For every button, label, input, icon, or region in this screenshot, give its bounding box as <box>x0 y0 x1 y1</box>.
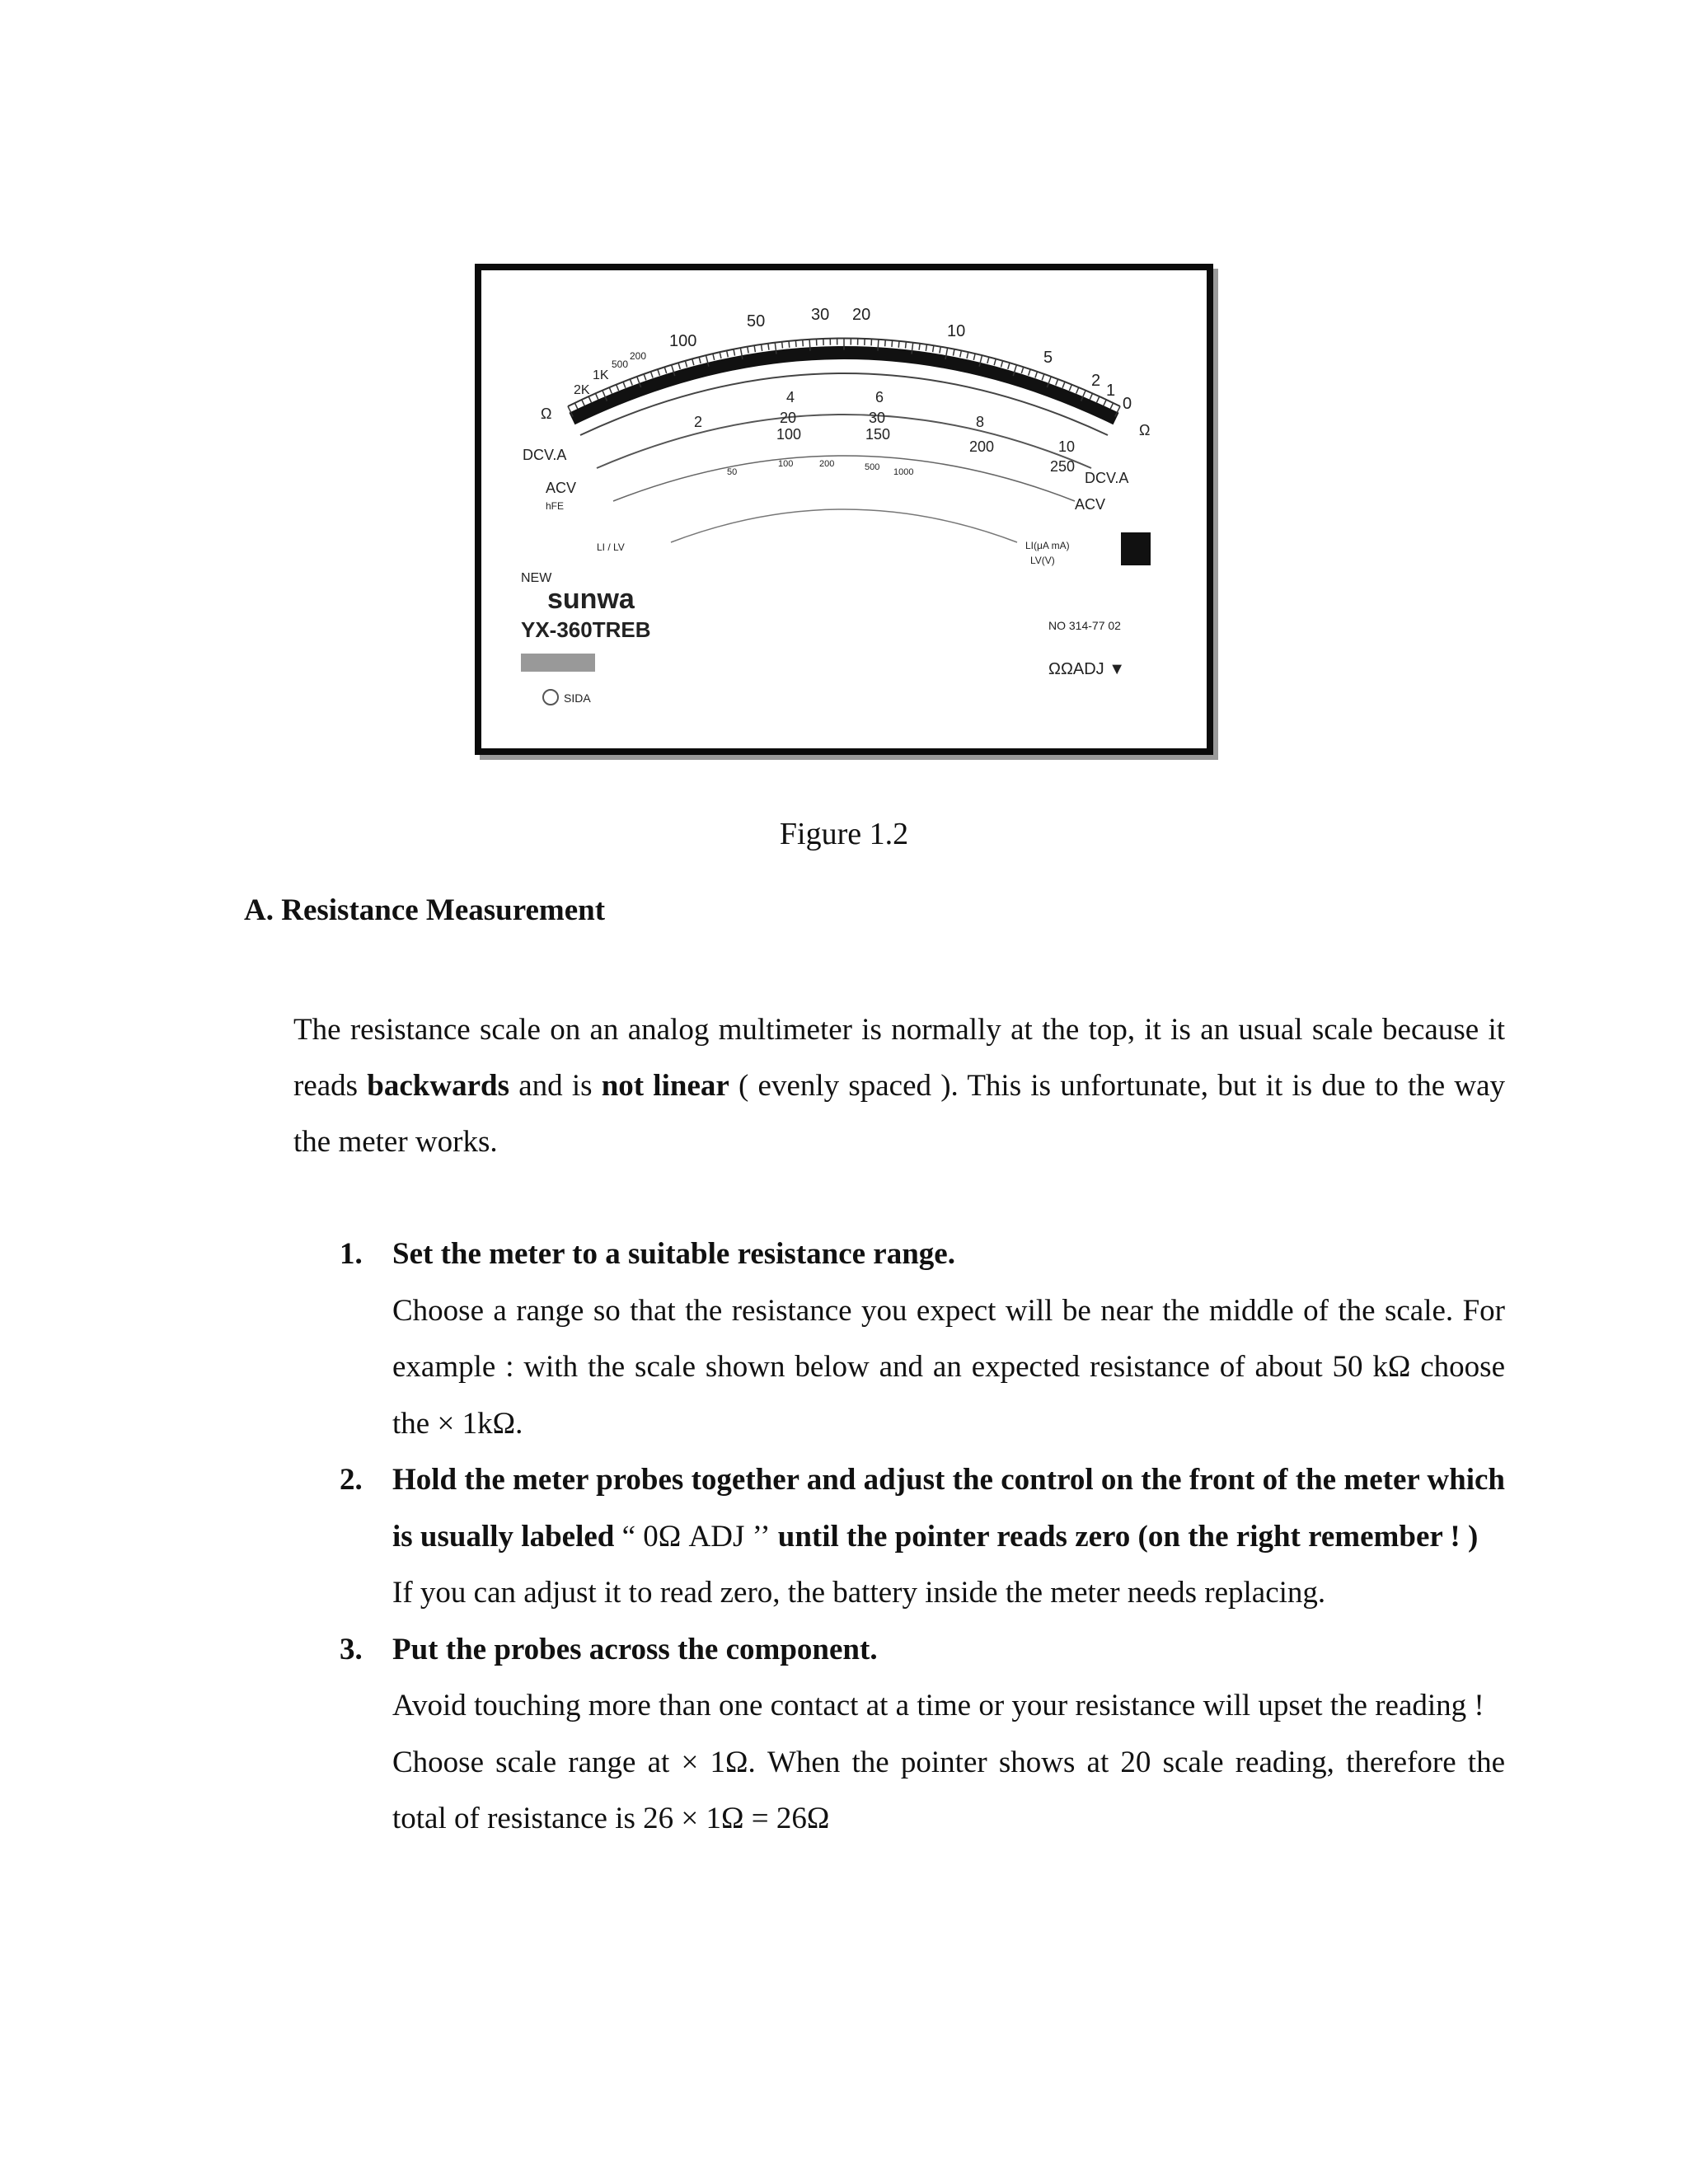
ohm-label-2: 2 <box>1091 372 1101 390</box>
ohm-label-100: 100 <box>669 332 697 350</box>
hfe-label: hFE <box>546 500 565 512</box>
ohm-tick <box>967 352 968 359</box>
model-name: YX-360TREB <box>521 617 651 642</box>
ohm-tick <box>933 345 934 352</box>
dcv-label-6: 6 <box>875 389 884 405</box>
mid-label-1000: 1000 <box>893 467 914 477</box>
ohm-tick <box>919 344 920 350</box>
ohm-tick <box>685 361 687 368</box>
ohm-tick <box>727 350 729 357</box>
step-title: Set the meter to a suitable resistance range. <box>392 1237 955 1271</box>
ohm-tick <box>720 352 721 359</box>
step-number: 3. <box>340 1632 363 1666</box>
step-title-adj-label: “ 0Ω ADJ ’’ <box>621 1519 771 1554</box>
step-3 <box>293 1622 1505 1848</box>
li-lv-label: LI / LV <box>597 541 625 553</box>
ohm-tick <box>588 396 591 402</box>
ohm-tick <box>1056 379 1058 385</box>
ohm-tick <box>1062 382 1065 387</box>
mid-label-500: 500 <box>865 462 880 472</box>
ohm-tick <box>1001 361 1002 368</box>
ohm-tick <box>1029 369 1031 376</box>
dcv-label-8: 8 <box>976 414 985 430</box>
ohm-label-1: 1 <box>1106 382 1116 400</box>
ohm-tick <box>994 359 996 365</box>
step-title-part-a: Hold the meter probes together and adjust the control on the front of the meter which is usually labeled <box>392 1463 1505 1554</box>
ohm-tick <box>878 340 879 351</box>
ohm-scale-arc <box>572 353 1116 419</box>
ohm-tick <box>1021 367 1023 373</box>
step-title-part-c: until the pointer reads zero (on the right remember ! ) <box>770 1519 1479 1554</box>
step-text: If you can adjust it to read zero, the battery inside the meter needs replacing. <box>392 1576 1326 1610</box>
serial-number: NO 314-77 02 <box>1048 619 1121 632</box>
ohm-tick <box>1076 387 1079 393</box>
sida-label: SIDA <box>564 691 591 705</box>
step-title <box>392 1452 1505 1565</box>
ohm-tick <box>795 340 796 347</box>
ohm-label-500: 500 <box>612 359 629 370</box>
dcv-label-2: 2 <box>694 414 703 430</box>
intro-paragraph <box>293 1002 1505 1170</box>
section-heading: A. Resistance Measurement <box>244 893 606 927</box>
acv-left-label: ACV <box>546 480 577 496</box>
figure-caption: Figure 1.2 <box>779 817 909 851</box>
mid-label-200: 200 <box>819 459 835 469</box>
dcv3-label-250: 250 <box>1050 458 1076 475</box>
ohm-tick <box>582 400 584 405</box>
dcva-right-label: DCV.A <box>1085 470 1129 486</box>
dcv2-label-30: 30 <box>869 410 886 426</box>
step-1 <box>293 1226 1505 1452</box>
ohm-tick <box>905 342 906 349</box>
step-text: Choose scale range at × 1Ω. When the pointer shows at 20 scale reading, therefore the total of resistance is 26 × 1Ω = 26Ω <box>392 1745 1505 1835</box>
step-title: Put the probes across the component. <box>392 1632 878 1666</box>
ohm-tick <box>664 367 666 373</box>
ohm-label-30: 30 <box>811 306 830 324</box>
ohm-tick <box>574 403 577 409</box>
ohm-tick <box>678 363 680 369</box>
mid-label-100: 100 <box>778 459 794 469</box>
dcv-label-10: 10 <box>1058 438 1076 455</box>
ohm-tick <box>630 379 632 385</box>
ohm-label-0: 0 <box>1123 395 1132 413</box>
multimeter-dial <box>481 270 1207 748</box>
brand-new-label: NEW <box>521 571 552 585</box>
ohm-symbol-right: Ω <box>1139 422 1151 438</box>
ohm-tick <box>692 359 694 365</box>
ohm-tick <box>809 340 810 351</box>
step-text: Choose a range so that the resistance you expect will be near the middle of the scale. For example : with the scale shown below and an expected resistance of about 50 kΩ choose the × 1kΩ. <box>392 1293 1505 1441</box>
ohm-symbol-left: Ω <box>541 405 552 422</box>
step-text: Avoid touching more than one contact at a time or your resistance will upset the reading ! <box>392 1689 1484 1722</box>
brand-name: sunwa <box>547 583 635 615</box>
step-number: 2. <box>340 1463 363 1497</box>
ohm-tick <box>1090 393 1092 399</box>
ohm-tick <box>734 349 735 356</box>
multimeter-figure <box>475 264 1213 755</box>
ohm-label-200: 200 <box>630 350 647 362</box>
ohm-tick <box>617 385 619 391</box>
ohm-tick <box>960 350 962 357</box>
ohm-tick <box>623 382 626 387</box>
hfe-arc <box>613 456 1075 501</box>
steps-list <box>293 1226 1505 1848</box>
ohm-label-10: 10 <box>947 322 966 340</box>
ohm-label-50: 50 <box>747 312 766 330</box>
ohm-tick <box>713 354 715 360</box>
lv-v-label: LV(V) <box>1030 555 1055 566</box>
ohm-tick <box>953 349 954 356</box>
ohm-label-1k: 1K <box>593 368 609 382</box>
step-2 <box>293 1452 1505 1622</box>
dcv-label-4: 4 <box>786 389 795 405</box>
ohm-tick <box>885 340 886 346</box>
ohm-tick <box>768 344 769 350</box>
ohm-label-2k: 2K <box>574 383 590 397</box>
dcv3-label-150: 150 <box>865 426 891 443</box>
ohm-tick <box>1104 400 1106 405</box>
ohm-tick <box>789 341 790 348</box>
ohm-tick <box>973 354 975 360</box>
ohm-label-20: 20 <box>852 306 871 324</box>
dcv3-label-100: 100 <box>776 426 802 443</box>
ohm-tick <box>1008 363 1010 369</box>
calibration-seal <box>1121 532 1151 565</box>
zero-adjust-label: ΩΩADJ ▼ <box>1048 660 1126 678</box>
ohm-tick <box>644 374 646 381</box>
dcv3-label-200: 200 <box>969 438 995 455</box>
step-number: 1. <box>340 1237 363 1271</box>
ohm-tick <box>596 393 598 399</box>
paragraph-text-1: The resistance scale on an analog multimeter is normally at the top, it is an usual scale because it reads <box>293 1013 1505 1103</box>
ohm-tick <box>651 372 654 378</box>
li-arc <box>671 509 1017 542</box>
paragraph-text-2: and is <box>509 1069 602 1103</box>
acv-arc <box>597 415 1091 468</box>
mid-label-50: 50 <box>727 467 738 477</box>
ohm-tick <box>782 342 783 349</box>
ohm-tick <box>609 387 612 393</box>
paragraph-bold-not-linear: not linear <box>601 1069 729 1103</box>
paragraph-text-3: ( evenly spaced ). This is unfortunate, but it is due to the way the meter works. <box>293 1069 1505 1159</box>
ohm-label-5: 5 <box>1043 349 1053 367</box>
ohm-tick <box>987 357 989 363</box>
ohm-tick <box>1097 396 1100 402</box>
ohm-tick <box>658 369 660 376</box>
ohm-tick <box>699 357 701 363</box>
acv-right-label: ACV <box>1075 496 1106 513</box>
dcv2-label-20: 20 <box>780 410 797 426</box>
ohm-tick <box>1042 374 1044 381</box>
ohm-tick <box>803 340 804 346</box>
ohm-tick <box>1069 385 1071 391</box>
sida-logo-icon <box>543 690 558 705</box>
protection-badge <box>521 654 595 672</box>
ohm-tick <box>892 340 893 347</box>
ohm-tick <box>754 345 755 352</box>
dcva-left-label: DCV.A <box>523 447 567 463</box>
ohm-tick <box>898 341 899 348</box>
paragraph-bold-backwards: backwards <box>367 1069 509 1103</box>
ohm-tick <box>1035 372 1038 378</box>
li-ma-label: LI(μA mA) <box>1025 540 1070 551</box>
ohm-tick <box>1110 403 1113 409</box>
